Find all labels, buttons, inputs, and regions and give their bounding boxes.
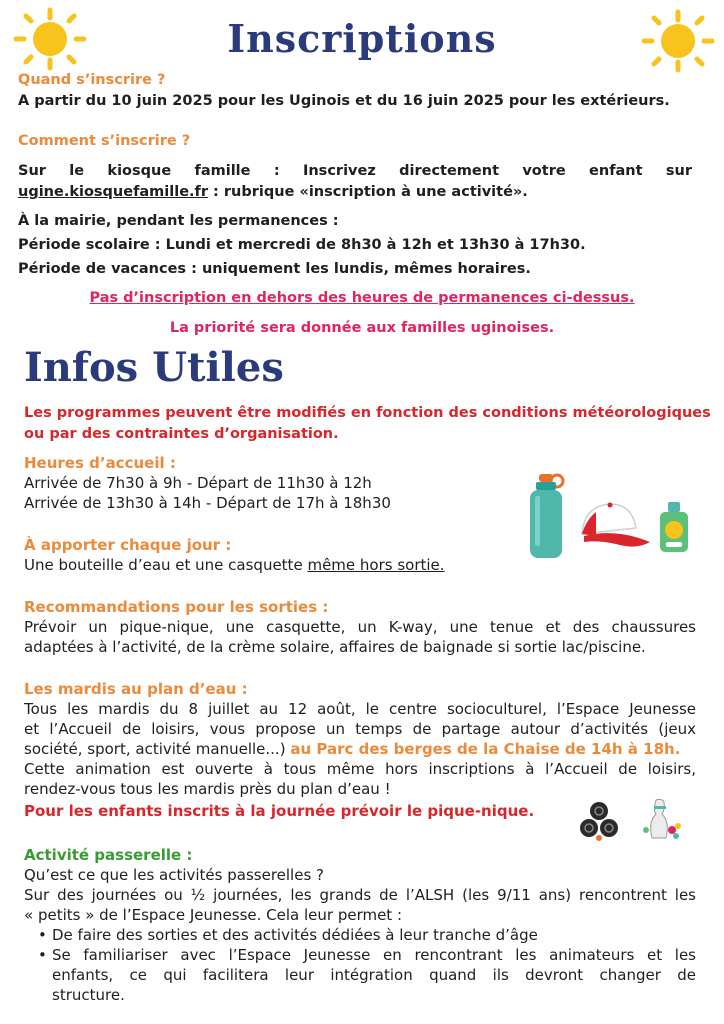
mardis-line3 bbox=[24, 740, 680, 758]
reco-line1: Prévoir un pique-nique, une casquette, un K-way, une tenue et des chaussures bbox=[24, 618, 696, 636]
bullet-dot: • bbox=[38, 946, 47, 964]
mardis-location: au Parc des berges de la Chaise de 14h à 18h. bbox=[290, 740, 681, 758]
page-title: Inscriptions bbox=[227, 16, 497, 61]
mardis-heading: Les mardis au plan d’eau : bbox=[24, 680, 248, 698]
passerelle-line1: Sur des journées ou ½ journées, les grands de l’ALSH (les 9/11 ans) rencontrent les bbox=[24, 886, 696, 904]
when-text: A partir du 10 juin 2025 pour les Uginois et du 16 juin 2025 pour les extérieurs. bbox=[18, 93, 670, 109]
mardis-line4: Cette animation est ouverte à tous même hors inscriptions à l’Accueil de loisirs, bbox=[24, 760, 696, 778]
bowling-pin-icon bbox=[638, 796, 684, 842]
periode-vacances: Période de vacances : uniquement les lundis, mêmes horaires. bbox=[18, 261, 531, 277]
bullet-dot: • bbox=[38, 926, 47, 944]
petanque-balls-icon bbox=[578, 800, 620, 842]
apporter-text-line bbox=[24, 556, 445, 574]
apporter-text: Une bouteille d’eau et une casquette bbox=[24, 556, 308, 574]
mardis-line1: Tous les mardis du 8 juillet au 12 août, le centre socioculturel, l’Espace Jeunesse bbox=[24, 700, 696, 718]
how-line2-rest: : rubrique «inscription à une activité». bbox=[208, 184, 528, 200]
notice-permanences: Pas d’inscription en dehors des heures de permanences ci-dessus. bbox=[89, 290, 635, 306]
bullet2-line2: enfants, ce qui facilitera leur intégration quand ils devront changer de bbox=[52, 966, 696, 984]
passerelle-question: Qu’est ce que les activités passerelles ? bbox=[24, 866, 324, 884]
warning-line1: Les programmes peuvent être modifiés en fonction des conditions météorologiques bbox=[24, 405, 711, 421]
accueil-heading: Heures d’accueil : bbox=[24, 454, 176, 472]
mardis-picnic: Pour les enfants inscrits à la journée prévoir le pique-nique. bbox=[24, 802, 535, 820]
periode-scolaire: Période scolaire : Lundi et mercredi de 8h30 à 12h et 13h30 à 17h30. bbox=[18, 237, 586, 253]
passerelle-line2: « petits » de l’Espace Jeunesse. Cela leur permet : bbox=[24, 906, 403, 924]
water-bottle-icon bbox=[524, 472, 568, 562]
bullet1-text: De faire des sorties et des activités dédiées à leur tranche d’âge bbox=[52, 926, 538, 944]
bullet2-line1: Se familiariser avec l’Espace Jeunesse en rencontrant les animateurs et les bbox=[52, 946, 696, 964]
how-heading: Comment s’inscrire ? bbox=[18, 133, 191, 149]
sunscreen-icon bbox=[654, 500, 694, 556]
apporter-underlined: même hors sortie. bbox=[307, 556, 445, 574]
apporter-heading: À apporter chaque jour : bbox=[24, 536, 232, 554]
mardis-line5: rendez-vous tous les mardis près du plan d’eau ! bbox=[24, 780, 391, 798]
cap-icon bbox=[576, 498, 654, 552]
mardis-line2: et l’Accueil de loisirs, vous propose un temps de partage autour d’activités (jeux bbox=[24, 720, 696, 738]
reco-heading: Recommandations pour les sorties : bbox=[24, 598, 329, 616]
how-line1: Sur le kiosque famille : Inscrivez directement votre enfant sur bbox=[18, 163, 692, 179]
accueil-line2: Arrivée de 13h30 à 14h - Départ de 17h à 18h30 bbox=[24, 494, 391, 512]
notice-priorite: La priorité sera donnée aux familles uginoises. bbox=[169, 320, 555, 336]
bullet2-line3: structure. bbox=[52, 986, 125, 1004]
when-heading: Quand s’inscrire ? bbox=[18, 72, 166, 88]
accueil-line1: Arrivée de 7h30 à 9h - Départ de 11h30 à 12h bbox=[24, 474, 372, 492]
warning-line2: ou par des contraintes d’organisation. bbox=[24, 426, 339, 442]
passerelle-heading: Activité passerelle : bbox=[24, 846, 193, 864]
mairie-text: À la mairie, pendant les permanences : bbox=[18, 213, 339, 229]
kiosque-link[interactable]: ugine.kiosquefamille.fr bbox=[18, 184, 208, 200]
mardis-line3-start: société, sport, activité manuelle...) bbox=[24, 740, 291, 758]
infos-title: Infos Utiles bbox=[24, 344, 284, 391]
reco-line2: adaptées à l’activité, de la crème solaire, affaires de baignade si sortie lac/piscine. bbox=[24, 638, 646, 656]
how-line2 bbox=[18, 184, 528, 200]
